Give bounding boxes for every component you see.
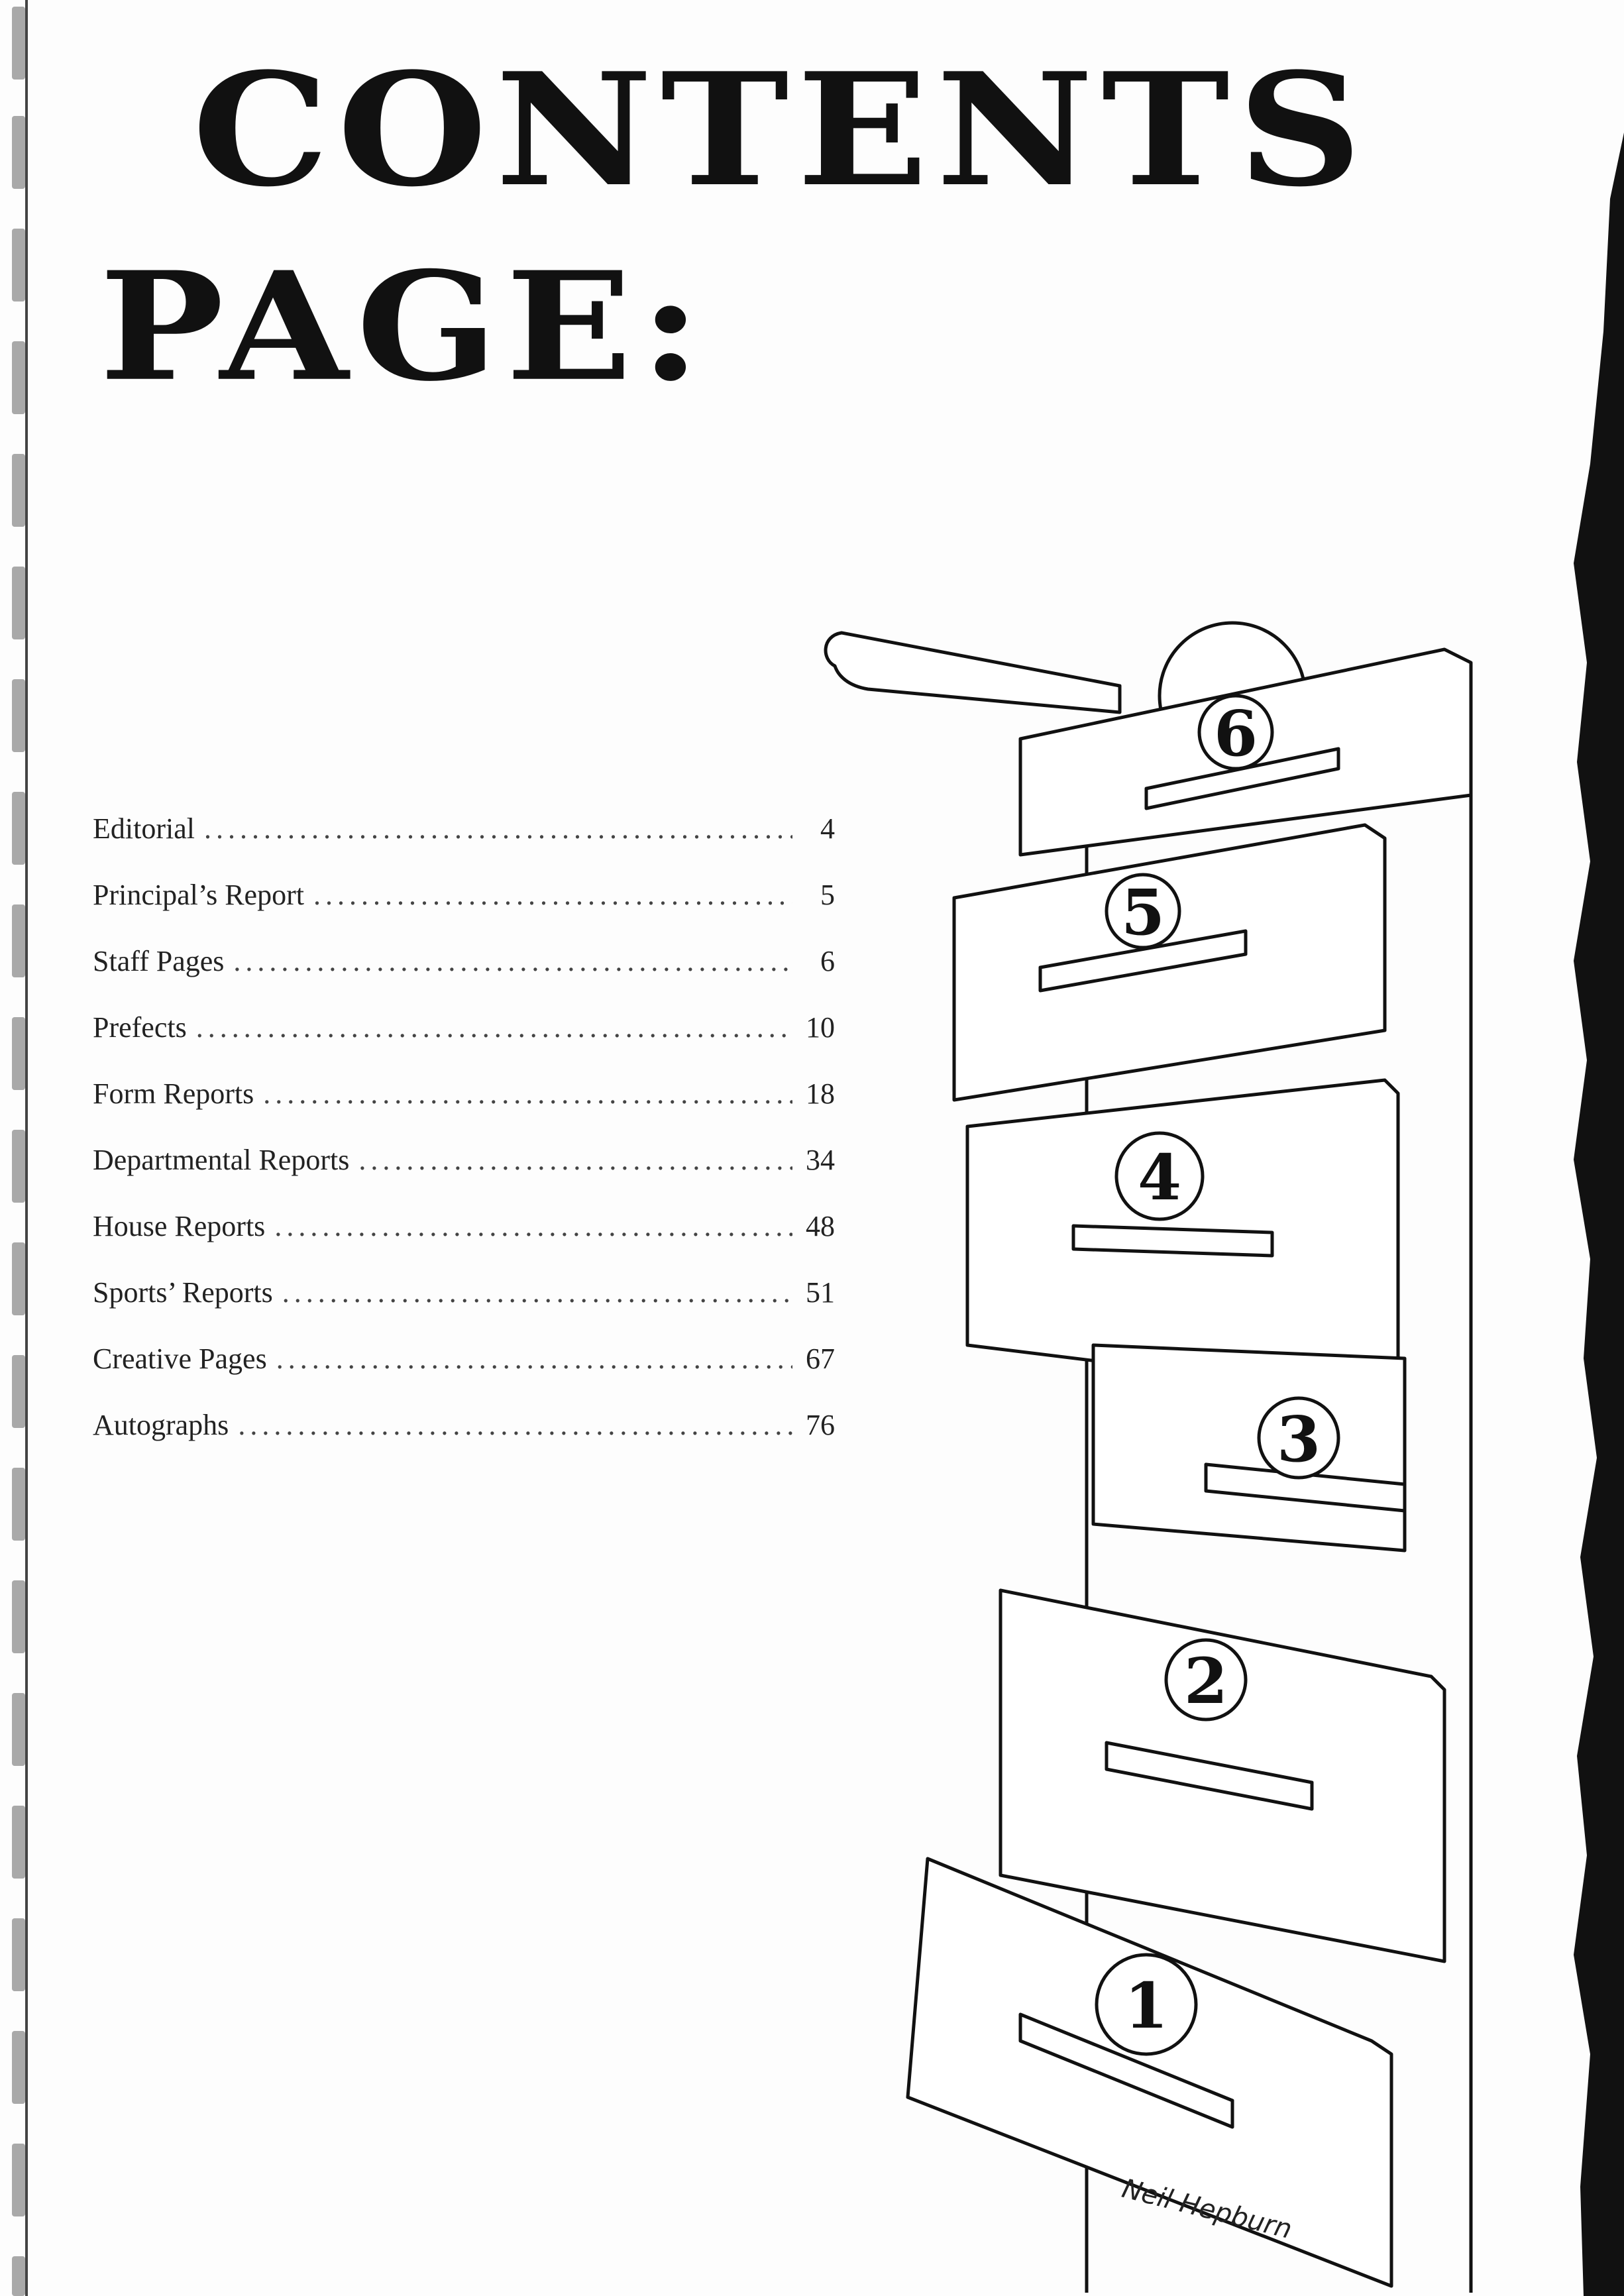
toc-leader-dots	[276, 1342, 792, 1376]
toc-row	[93, 1011, 835, 1077]
binding-ring	[12, 229, 25, 301]
drawer-number-3: 3	[1276, 1403, 1321, 1476]
toc-label: Principal’s Report	[93, 879, 304, 911]
binding-ring	[12, 2256, 25, 2296]
toc-page-number: 51	[806, 1276, 835, 1309]
toc-leader-dots	[313, 878, 792, 912]
binding-ring	[12, 1017, 25, 1090]
contents-list	[93, 812, 835, 1474]
binding-ring	[12, 1355, 25, 1428]
toc-row	[93, 944, 835, 1011]
binding-ring	[12, 7, 25, 80]
toc-page-number: 67	[806, 1342, 835, 1375]
toc-label: Sports’ Reports	[93, 1276, 273, 1309]
drawer-3	[1093, 1345, 1405, 1551]
toc-page-number: 76	[806, 1409, 835, 1441]
toc-page-number: 4	[820, 812, 835, 845]
drawer-illustration	[808, 596, 1624, 2296]
binding-ring	[12, 1693, 25, 1766]
binding-spine	[25, 0, 28, 2296]
toc-label: Editorial	[93, 812, 195, 845]
toc-row	[93, 1276, 835, 1342]
drawers-drawing	[808, 596, 1624, 2296]
toc-label: House Reports	[93, 1210, 266, 1242]
binding-ring	[12, 679, 25, 752]
toc-page-number: 10	[806, 1011, 835, 1044]
toc-row	[93, 1342, 835, 1408]
toc-label: Departmental Reports	[93, 1144, 350, 1176]
toc-row	[93, 1408, 835, 1474]
binding-ring	[12, 2144, 25, 2216]
toc-row	[93, 878, 835, 944]
binding-ring	[12, 2031, 25, 2104]
toc-label: Creative Pages	[93, 1342, 267, 1375]
toc-leader-dots	[233, 944, 792, 978]
toc-page-number: 34	[806, 1144, 835, 1176]
binding-ring	[12, 341, 25, 414]
title-line-2: PAGE:	[99, 239, 710, 414]
bat-icon	[826, 633, 1120, 712]
toc-page-number: 6	[820, 945, 835, 977]
toc-leader-dots	[238, 1408, 792, 1442]
toc-page-number: 48	[806, 1210, 835, 1242]
binding-ring	[12, 1242, 25, 1315]
toc-page-number: 18	[806, 1077, 835, 1110]
toc-row	[93, 1209, 835, 1276]
drawer-4-handle	[1073, 1226, 1272, 1256]
toc-label: Autographs	[93, 1409, 229, 1441]
toc-leader-dots	[196, 1011, 792, 1044]
binding-ring	[12, 116, 25, 189]
toc-label: Prefects	[93, 1011, 187, 1044]
binding-ring	[12, 1918, 25, 1991]
binding-ring	[12, 1130, 25, 1203]
artist-signature: Neil Hepburn	[1118, 2173, 1295, 2246]
toc-leader-dots	[282, 1276, 792, 1309]
drawer-number-5: 5	[1120, 876, 1165, 950]
toc-leader-dots	[263, 1077, 792, 1111]
toc-page-number: 5	[820, 879, 835, 911]
binding-ring	[12, 1806, 25, 1879]
spiral-binding	[0, 0, 40, 2296]
toc-leader-dots	[274, 1209, 792, 1243]
drawer-number-6: 6	[1213, 697, 1258, 771]
toc-row	[93, 1077, 835, 1143]
binding-ring	[12, 904, 25, 977]
binding-ring	[12, 567, 25, 639]
drawer-number-4: 4	[1137, 1141, 1182, 1215]
toc-leader-dots	[358, 1143, 792, 1177]
title-line-1: CONTENTS	[192, 39, 1370, 221]
binding-ring	[12, 792, 25, 865]
binding-ring	[12, 454, 25, 527]
page-title	[99, 39, 1458, 417]
drawer-number-2: 2	[1183, 1645, 1228, 1718]
toc-label: Form Reports	[93, 1077, 254, 1110]
binding-ring	[12, 1580, 25, 1653]
toc-label: Staff Pages	[93, 945, 225, 977]
toc-row	[93, 812, 835, 878]
toc-row	[93, 1143, 835, 1209]
binding-ring	[12, 1468, 25, 1541]
drawer-number-1: 1	[1124, 1969, 1169, 2043]
toc-leader-dots	[204, 812, 792, 846]
